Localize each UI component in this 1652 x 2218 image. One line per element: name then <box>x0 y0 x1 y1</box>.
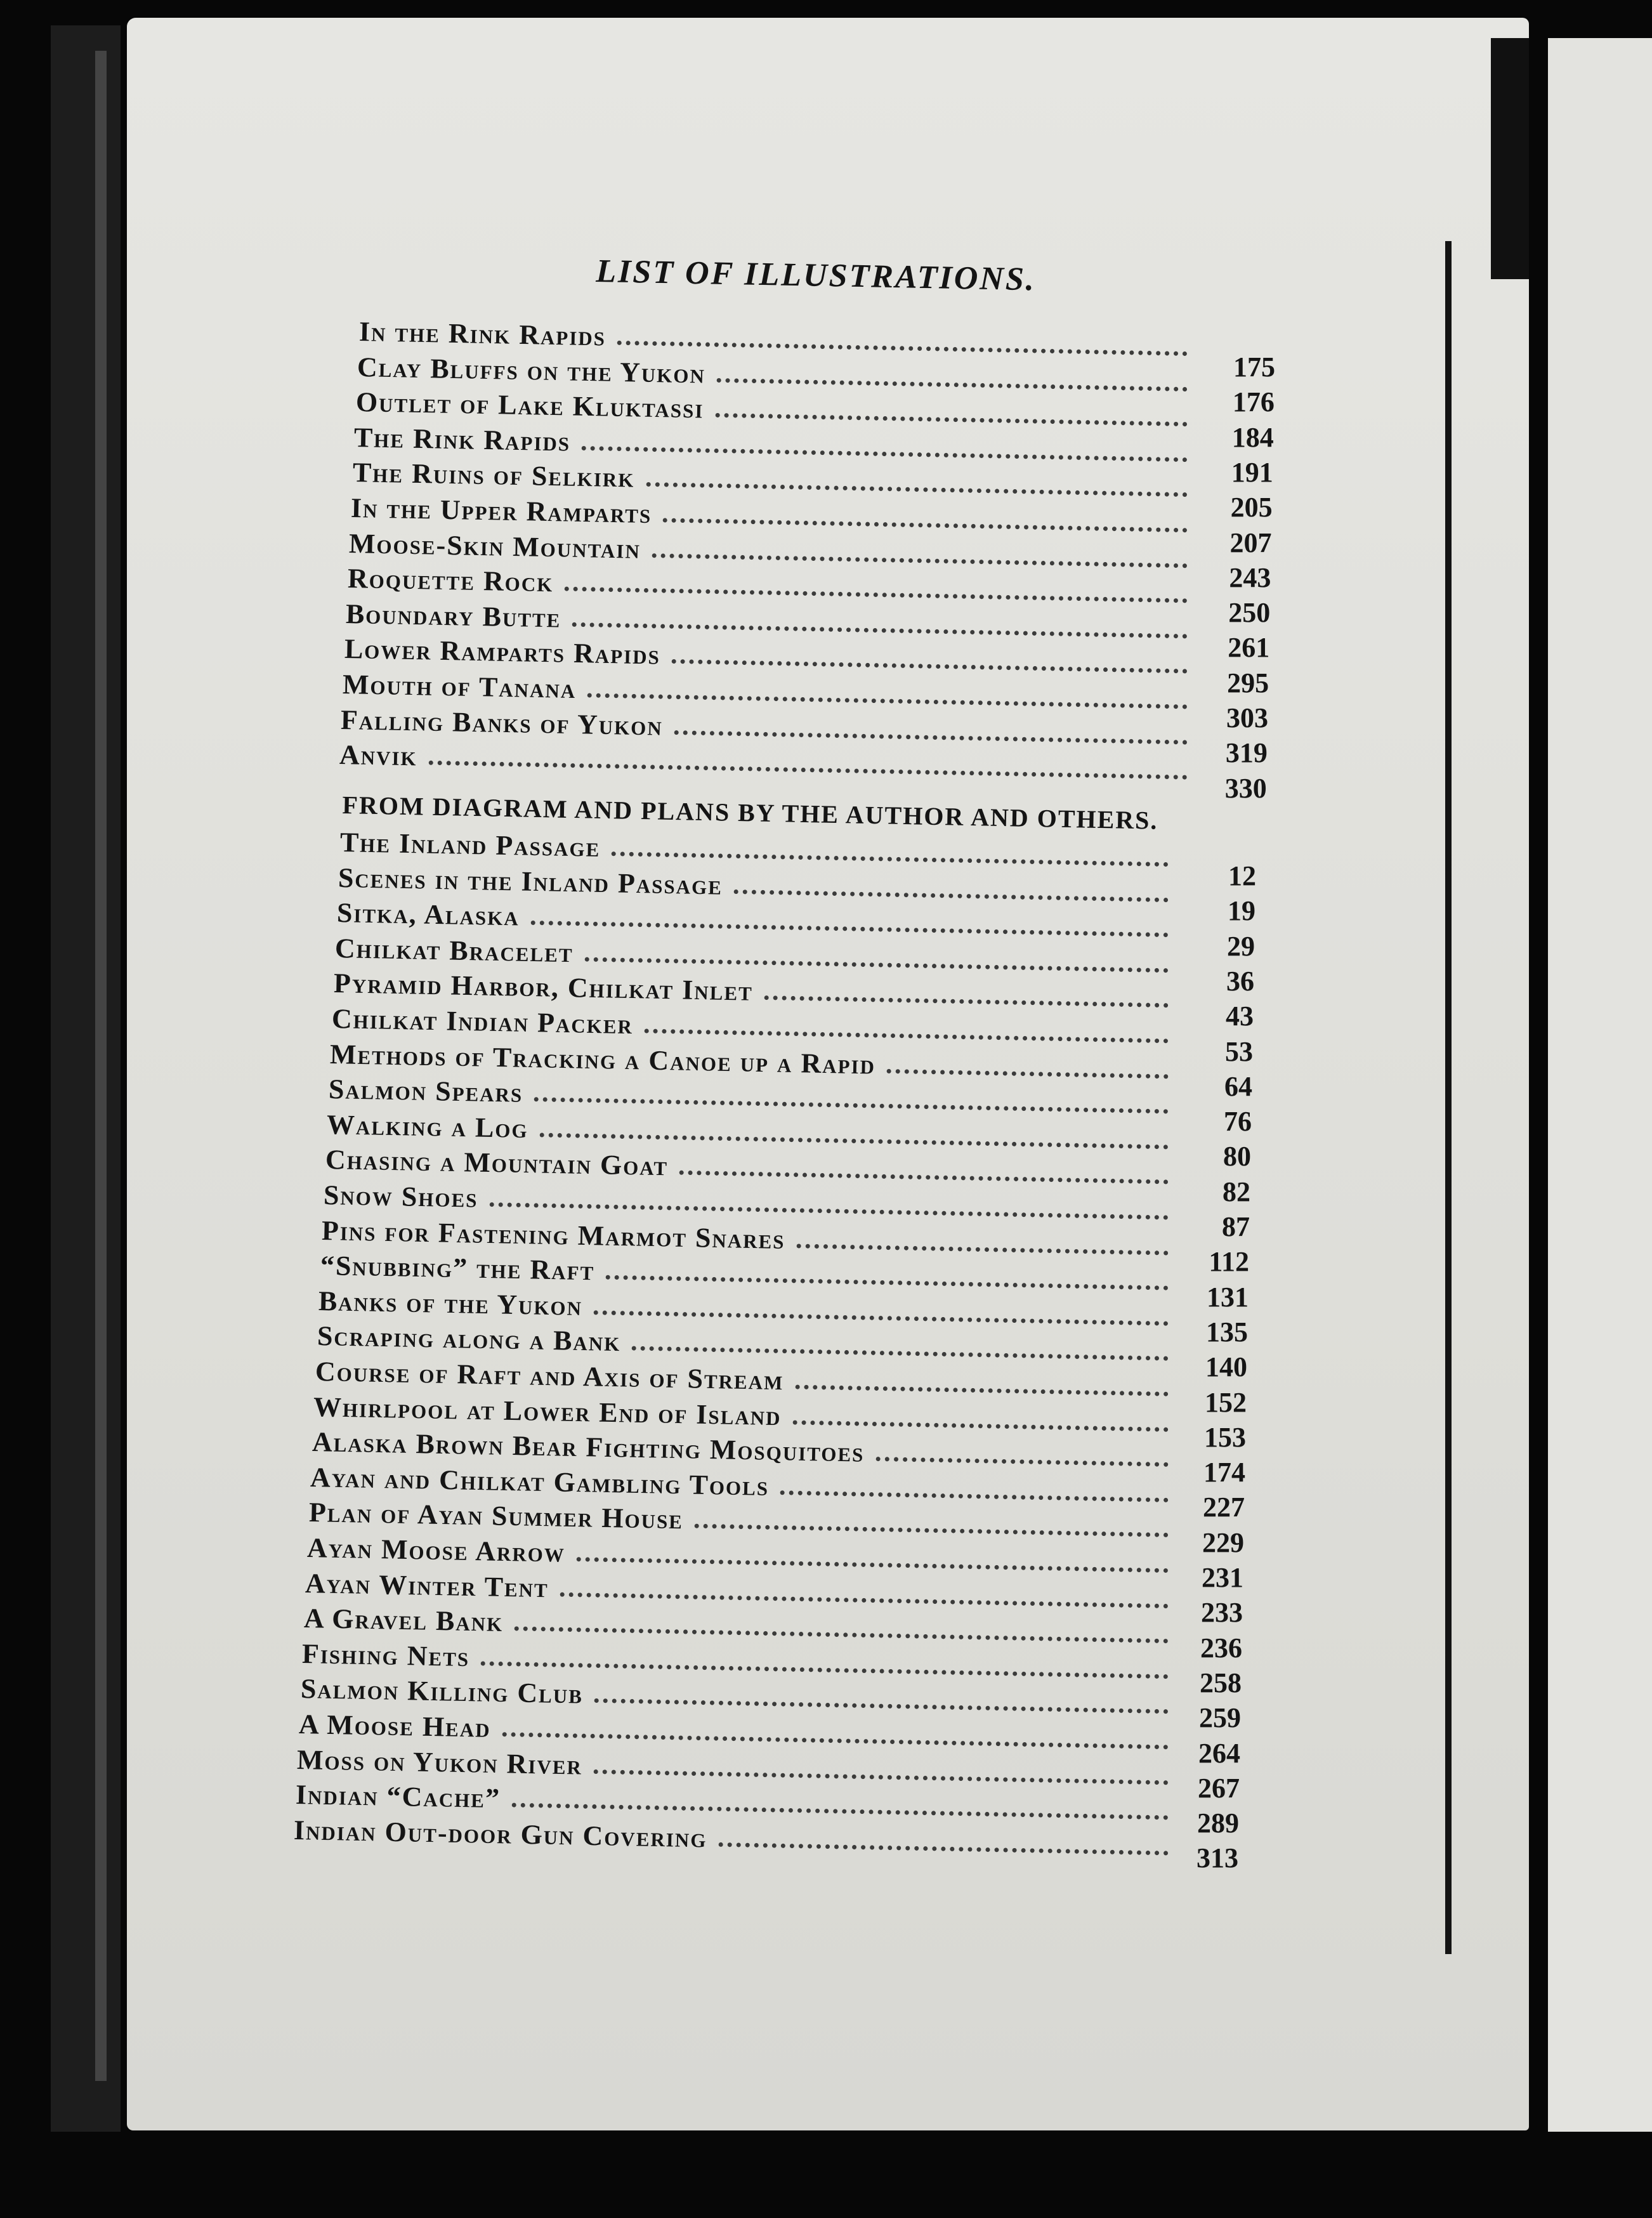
illustration-title: Ayan Moose Arrow <box>306 1532 566 1568</box>
illustration-title: Chilkat Bracelet <box>334 932 574 968</box>
page-number: 243 <box>1229 561 1271 593</box>
dot-leader <box>585 944 1169 973</box>
page-number: 330 <box>1224 772 1267 804</box>
page-number: 267 <box>1198 1772 1240 1804</box>
dot-leader <box>674 717 1188 744</box>
illustration-title: Alaska Brown Bear Fighting Mosquitoes <box>311 1426 865 1468</box>
dot-leader <box>734 876 1169 902</box>
facing-page-edge <box>1548 38 1652 2132</box>
page-number: 313 <box>1196 1842 1238 1874</box>
dot-leader <box>534 1084 1169 1113</box>
dot-leader <box>582 433 1188 461</box>
page-number: 233 <box>1201 1597 1243 1629</box>
dot-leader <box>481 1648 1169 1679</box>
dot-leader <box>663 505 1188 532</box>
page-number: 231 <box>1202 1562 1243 1593</box>
page-number: 227 <box>1203 1492 1245 1523</box>
spine-edge <box>95 51 107 2081</box>
dot-leader <box>428 747 1188 779</box>
illustration-title: The Rink Rapids <box>353 421 571 457</box>
page-number: 140 <box>1205 1351 1247 1383</box>
illustration-title: Banks of the Yukon <box>318 1285 583 1322</box>
dot-leader <box>795 1372 1169 1396</box>
illustration-title: Moss on Yukon River <box>296 1743 583 1780</box>
dot-leader <box>606 1262 1169 1290</box>
dot-leader <box>875 1444 1169 1467</box>
page-number: 29 <box>1227 930 1255 962</box>
illustration-title: Roquette Rock <box>347 562 554 598</box>
illustration-title: Walking a Log <box>326 1108 529 1144</box>
page-number: 259 <box>1199 1702 1241 1734</box>
illustration-title: Pins for Fastening Marmot Snares <box>321 1214 786 1255</box>
dot-leader <box>694 1511 1169 1537</box>
dot-leader <box>560 1579 1169 1608</box>
page-number: 12 <box>1228 860 1256 891</box>
page-number: 64 <box>1224 1070 1252 1102</box>
dot-leader <box>594 1297 1169 1325</box>
illustration-title: Sitka, Alaska <box>336 896 520 932</box>
page-crease <box>1445 241 1452 1954</box>
dot-leader <box>572 609 1188 638</box>
dot-leader <box>515 1613 1169 1643</box>
dot-leader <box>793 1407 1169 1431</box>
page-number: 205 <box>1230 492 1273 523</box>
illustration-title: Boundary Butte <box>345 598 562 633</box>
illustration-title: Ayan Winter Tent <box>305 1567 549 1603</box>
dot-leader <box>594 1756 1169 1784</box>
illustration-title: Salmon Spears <box>328 1073 523 1108</box>
page-number: 319 <box>1225 737 1268 769</box>
dot-leader <box>594 1686 1169 1714</box>
illustration-title: Moose-Skin Mountain <box>348 527 641 564</box>
dot-leader <box>612 839 1169 867</box>
dot-leader <box>718 1829 1169 1855</box>
page-number: 236 <box>1200 1632 1242 1664</box>
dot-leader <box>512 1790 1169 1820</box>
page-number: 36 <box>1226 965 1254 997</box>
page-number: 250 <box>1228 597 1271 629</box>
dot-leader <box>679 1158 1169 1184</box>
dot-leader <box>632 1333 1169 1360</box>
page-heading: LIST OF ILLUSTRATIONS. <box>595 253 1037 298</box>
page-number: 153 <box>1204 1421 1246 1453</box>
illustration-title: Indian Out-door Gun Covering <box>293 1814 708 1853</box>
dot-leader <box>645 1016 1169 1043</box>
illustration-title: In the Upper Ramparts <box>350 492 652 529</box>
illustration-title: Indian “Cache” <box>295 1778 501 1814</box>
illustration-title: Clay Bluffs on the Yukon <box>357 351 706 389</box>
page-number: 135 <box>1206 1316 1248 1348</box>
illustration-title: A Moose Head <box>298 1708 492 1743</box>
illustration-title: Falling Banks of Yukon <box>340 704 664 741</box>
illustration-title: Whirlpool at Lower End of Island <box>313 1391 782 1431</box>
page-number: 19 <box>1228 895 1255 927</box>
illustration-title: Methods of Tracking a Canoe up a Rapid <box>329 1038 876 1080</box>
illustration-title: Scenes in the Inland Passage <box>338 862 723 900</box>
page-number: 264 <box>1198 1737 1240 1769</box>
dot-leader <box>502 1719 1169 1749</box>
illustration-title: Pyramid Harbor, Chilkat Inlet <box>333 967 753 1007</box>
dot-leader <box>540 1120 1169 1149</box>
page-number: 175 <box>1233 351 1275 383</box>
dot-leader <box>887 1056 1169 1079</box>
dot-leader <box>652 540 1188 567</box>
dot-leader <box>587 680 1188 709</box>
illustration-title: Chasing a Mountain Goat <box>325 1143 669 1182</box>
page-number: 80 <box>1223 1141 1251 1172</box>
dot-leader <box>565 574 1188 603</box>
illustration-title: The Ruins of Selkirk <box>352 456 635 494</box>
dot-leader <box>646 469 1188 497</box>
page-number: 174 <box>1203 1457 1245 1488</box>
illustration-title: “Snubbing” the Raft <box>320 1249 595 1286</box>
page-number: 229 <box>1202 1526 1244 1558</box>
illustration-title: Anvik <box>339 738 417 772</box>
illustration-title: Chilkat Indian Packer <box>331 1002 634 1040</box>
dot-leader <box>780 1478 1169 1502</box>
illustration-title: Course of Raft and Axis of Stream <box>315 1355 784 1396</box>
page-number: 289 <box>1197 1808 1239 1839</box>
dot-leader <box>530 908 1169 937</box>
page-number: 43 <box>1226 1001 1254 1032</box>
page-number: 87 <box>1222 1211 1250 1242</box>
page-number: 112 <box>1209 1246 1249 1278</box>
page-number: 82 <box>1223 1176 1250 1207</box>
page-number: 76 <box>1224 1106 1252 1138</box>
page-number: 258 <box>1200 1667 1242 1698</box>
illustration-title: Plan of Ayan Summer House <box>308 1496 684 1535</box>
page-number: 207 <box>1229 527 1272 558</box>
page-number: 303 <box>1226 702 1268 733</box>
page-number: 191 <box>1231 456 1273 488</box>
dot-leader <box>764 983 1169 1007</box>
illustration-title: In the Rink Rapids <box>358 315 606 351</box>
page-number: 131 <box>1207 1281 1249 1313</box>
dot-leader <box>717 365 1188 391</box>
page-number: 176 <box>1232 386 1275 418</box>
dot-leader <box>797 1230 1169 1254</box>
dot-leader <box>671 646 1188 674</box>
illustration-title: Ayan and Chilkat Gambling Tools <box>310 1461 770 1502</box>
illustration-title: The Inland Passage <box>339 826 601 863</box>
book-spine <box>51 25 121 2132</box>
illustration-title: A Gravel Bank <box>303 1602 504 1637</box>
section-heading: FROM DIAGRAM AND PLANS BY THE AUTHOR AND OTHERS. <box>342 790 1158 835</box>
dot-leader <box>489 1190 1169 1220</box>
page-number: 261 <box>1228 632 1270 664</box>
dot-leader <box>577 1544 1169 1573</box>
page-number: 184 <box>1231 421 1274 453</box>
page-number: 295 <box>1227 667 1269 699</box>
illustration-title: Mouth of Tanana <box>342 668 577 704</box>
page-number: 152 <box>1205 1386 1247 1418</box>
illustration-title: Lower Ramparts Rapids <box>344 633 660 671</box>
illustration-title: Scraping along a Bank <box>317 1320 621 1358</box>
dot-leader <box>617 327 1188 355</box>
dot-leader <box>715 400 1188 426</box>
illustration-title: Outlet of Lake Kluktassi <box>355 386 704 424</box>
page-number: 53 <box>1225 1035 1253 1067</box>
illustration-title: Fishing Nets <box>301 1637 470 1672</box>
illustration-title: Salmon Killing Club <box>300 1672 584 1710</box>
torn-page-edge <box>1491 38 1529 279</box>
illustration-title: Snow Shoes <box>323 1179 479 1214</box>
